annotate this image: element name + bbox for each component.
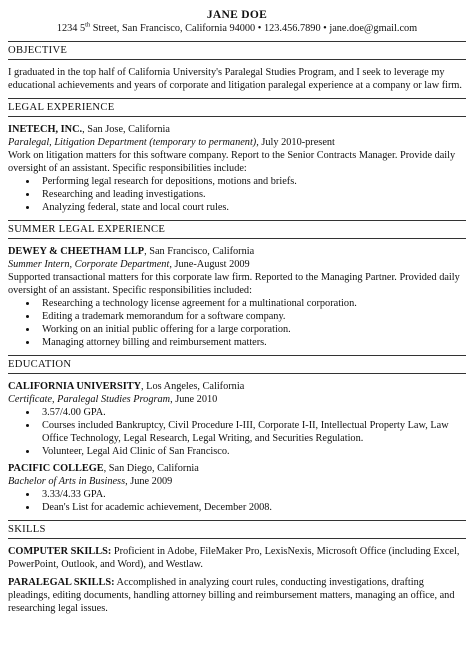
computer-skills [8,545,466,571]
school-pacific-college [8,462,466,514]
school-name: PACIFIC COLLEGE [8,463,104,474]
position-title: Summer Intern, Corporate Department [8,259,170,270]
job-summary: Work on litigation matters for this software company. Report to the Senior Contracts Manager. Provide daily oversight of an assistant. Specific responsibilities include: [8,150,456,174]
list-item: • 3.57/4.00 GPA. [38,406,466,419]
degree-line [8,393,466,406]
degree-date: , June 2009 [125,476,173,487]
address-ordinal: th [85,21,91,29]
list-item: • Volunteer, Legal Aid Clinic of San Francisco. [38,445,466,458]
employer-name: INETECH, INC. [8,124,83,135]
list-item: • Performing legal research for depositions, motions and briefs. [38,175,466,188]
section-heading-legal-experience: LEGAL EXPERIENCE [8,98,466,117]
school-line [8,462,466,475]
section-heading-objective: OBJECTIVE [8,41,466,60]
contact-line [8,22,466,35]
degree-line [8,475,466,488]
degree-title: Bachelor of Arts in Business [8,476,126,487]
section-heading-skills: SKILLS [8,520,466,539]
school-name: CALIFORNIA UNIVERSITY [8,381,142,392]
responsibility-list [8,297,466,349]
job-summary: Supported transactional matters for this corporate law firm. Reported to the Managing Partner. Provided daily oversight of an assistant. Specific responsibilities included: [8,272,460,296]
paralegal-skills-label: PARALEGAL SKILLS: [8,577,115,588]
position-line [8,136,466,149]
job-inetech [8,123,466,214]
paralegal-skills [8,576,466,615]
employer-name: DEWEY & CHEETHAM LLP [8,246,145,257]
resume-name: JANE DOE [206,9,268,21]
address-start: 1234 5 [56,23,86,34]
list-item: • Dean's List for academic achievement, December 2008. [38,501,466,514]
section-heading-education: EDUCATION [8,355,466,374]
education-details-list [8,406,466,458]
list-item: • Editing a trademark memorandum for a software company. [38,310,466,323]
objective-text: I graduated in the top half of California University's Paralegal Studies Program, and I seek to leverage my educational achievements and years of corporate and litigation paralegal experience at a company or law firm. [8,67,463,91]
position-dates: , June-August 2009 [169,259,250,270]
address-rest: Street, San Francisco, California 94000 • 123.456.7890 • jane.doe@gmail.com [90,23,418,34]
school-location: , Los Angeles, California [141,381,245,392]
school-location: , San Diego, California [103,463,199,474]
employer-location: , San Francisco, California [144,246,255,257]
paralegal-skills-text: Accomplished in analyzing court rules, conducting investigations, drafting pleadings, editing documents, handling attorney billing and reimbursement matters, managing an office, and researching legal issues. [8,577,455,614]
list-item: • Courses included Bankruptcy, Civil Procedure I-III, Corporate I-II, Intellectual Property Law, Law Office Technology, Legal Research, Legal Writing, and Securities Regulation. [38,419,466,445]
position-title: Paralegal, Litigation Department (temporary to permanent) [8,137,257,148]
education-details-list [8,488,466,514]
list-item: • Researching and leading investigations. [38,188,466,201]
section-heading-summer-legal-experience: SUMMER LEGAL EXPERIENCE [8,220,466,239]
degree-title: Certificate, Paralegal Studies Program [8,394,171,405]
school-california-university [8,380,466,458]
responsibility-list [8,175,466,214]
list-item: • Analyzing federal, state and local court rules. [38,201,466,214]
position-dates: , July 2010-present [256,137,335,148]
list-item: • Managing attorney billing and reimbursement matters. [38,336,466,349]
list-item: • 3.33/4.33 GPA. [38,488,466,501]
degree-date: , June 2010 [170,394,218,405]
employer-location: , San Jose, California [82,124,170,135]
computer-skills-text: Proficient in Adobe, FileMaker Pro, LexisNexis, Microsoft Office (including Excel, PowerPoint, Outlook, and Word), and Westlaw. [8,546,460,570]
job-dewey-cheetham [8,245,466,349]
school-line [8,380,466,393]
employer-line [8,123,466,136]
computer-skills-label: COMPUTER SKILLS: [8,546,112,557]
list-item: • Researching a technology license agreement for a multinational corporation. [38,297,466,310]
list-item: • Working on an initial public offering for a large corporation. [38,323,466,336]
employer-line [8,245,466,258]
position-line [8,258,466,271]
